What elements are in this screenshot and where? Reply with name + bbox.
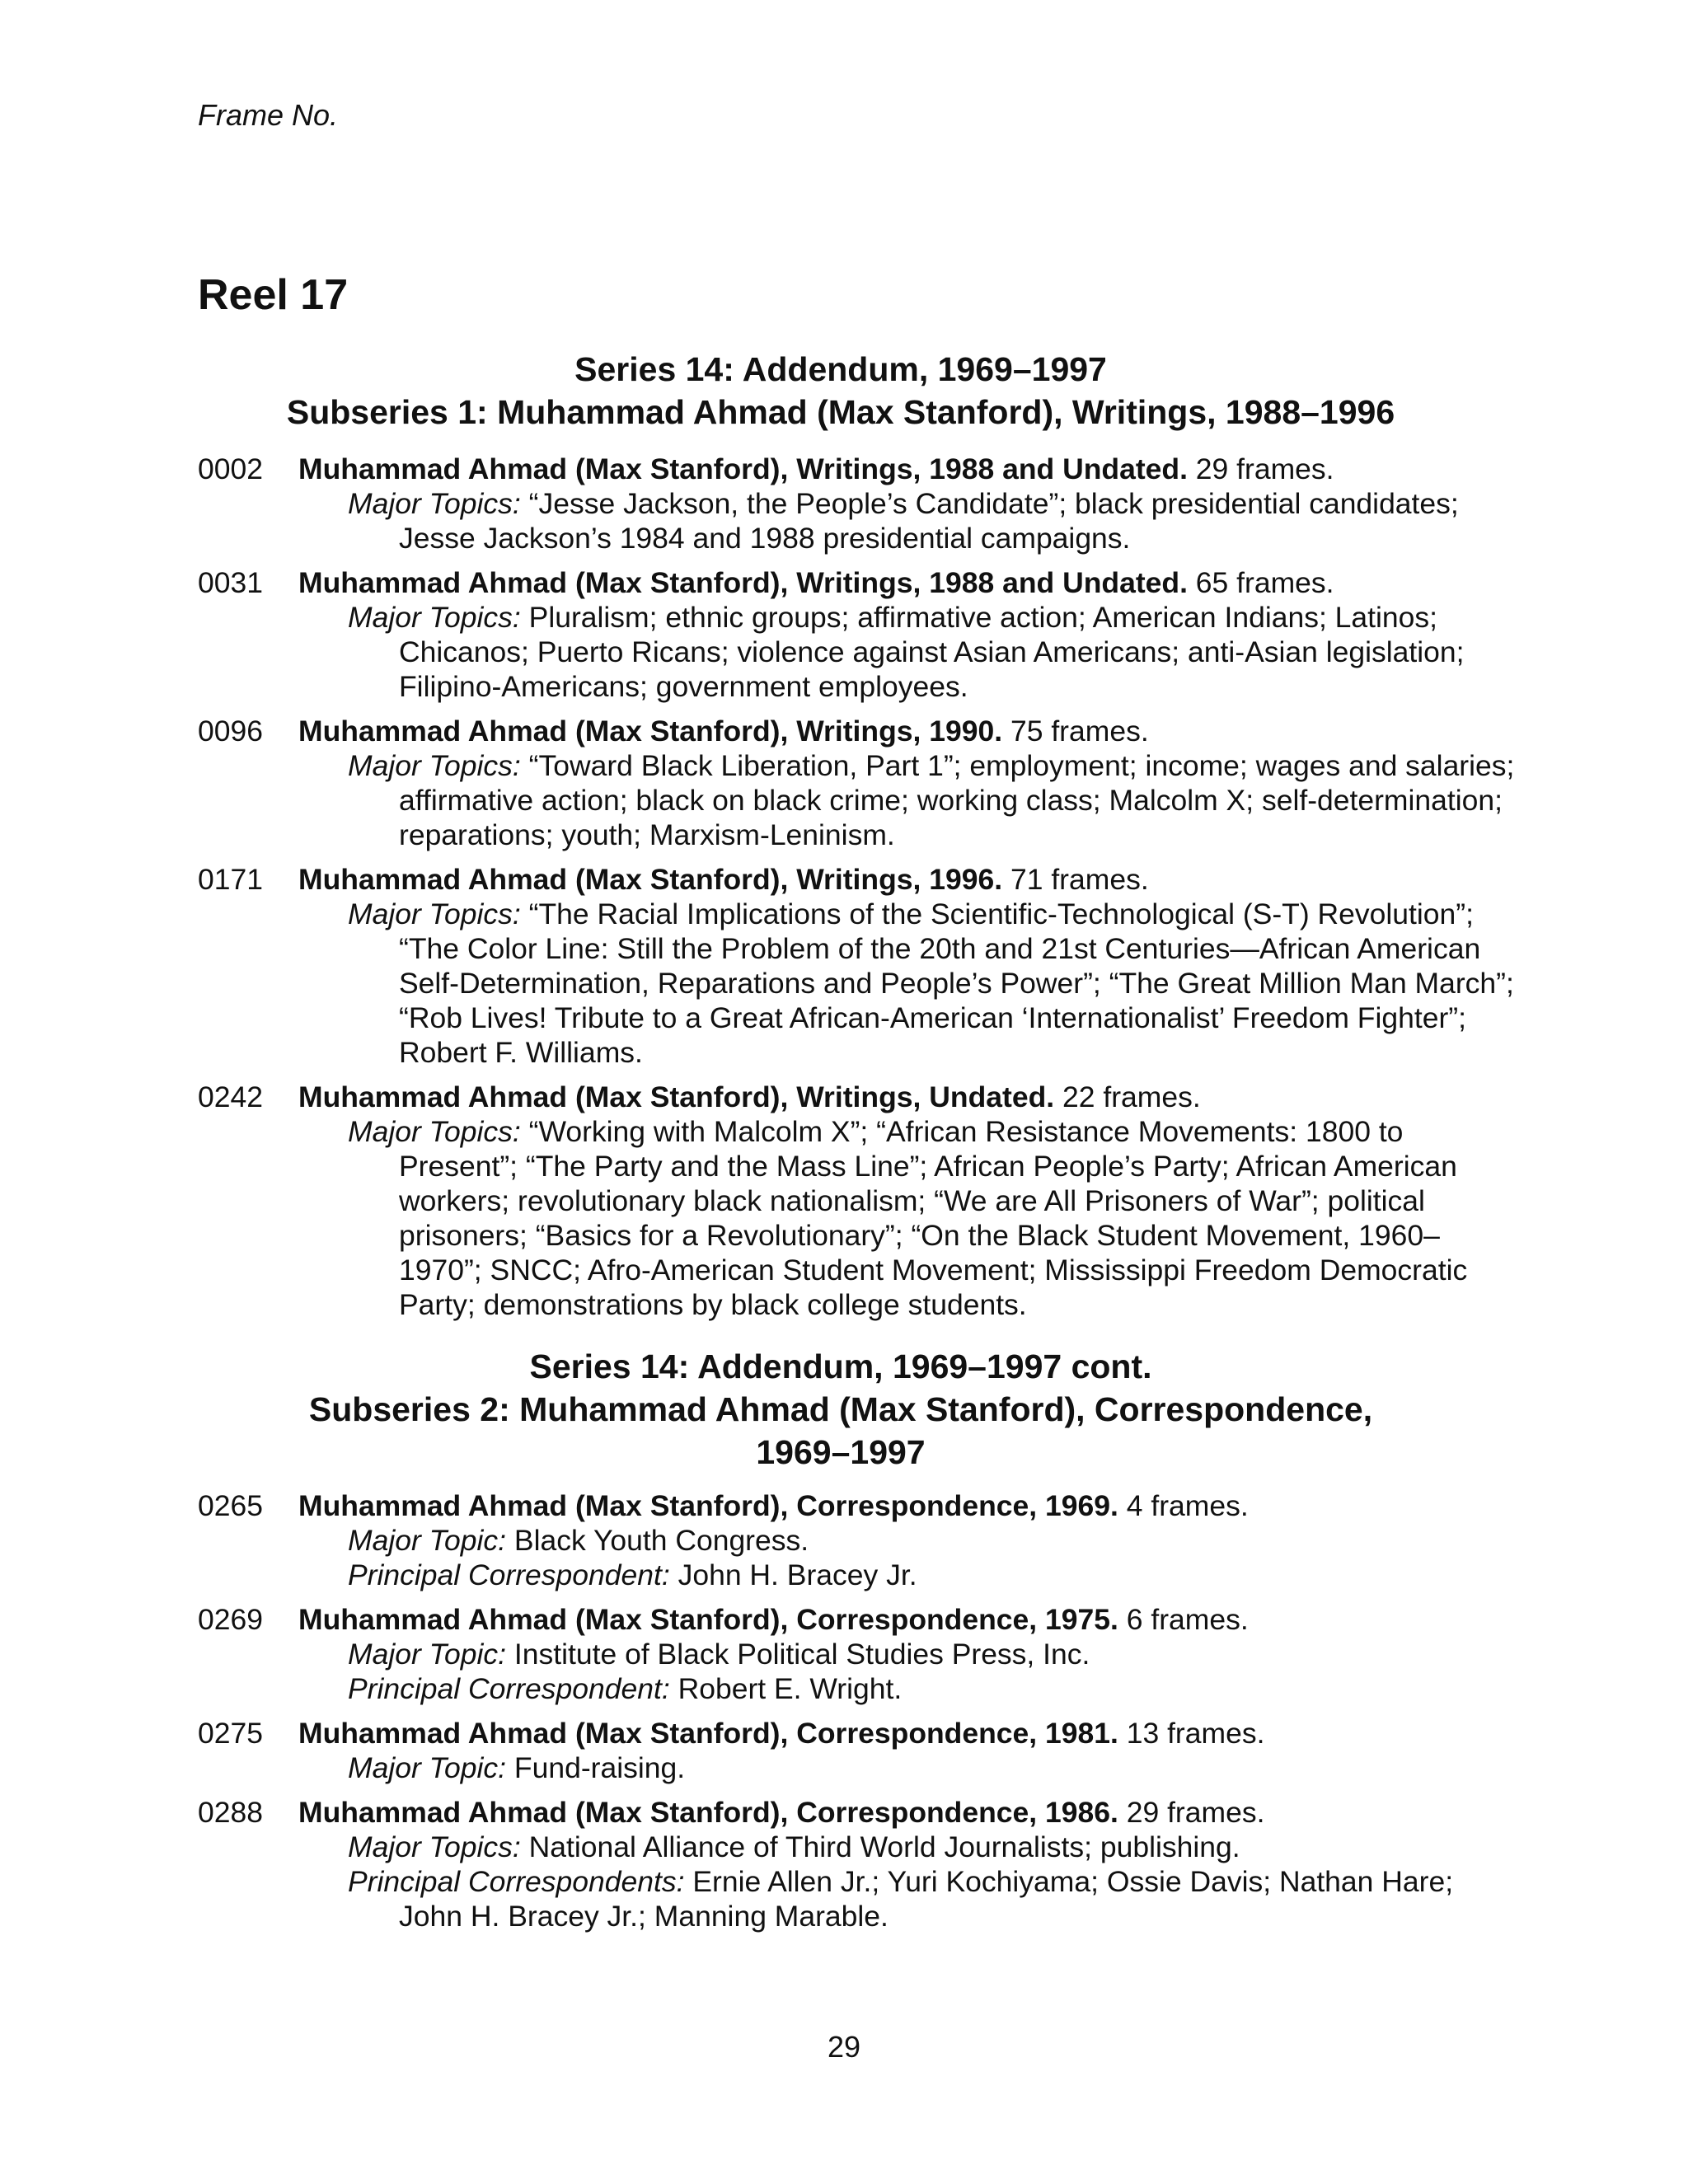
subseries-title: Subseries 2: Muhammad Ahmad (Max Stanford), Correspondence,: [308, 1390, 1373, 1428]
frame-number: 0002: [198, 452, 263, 485]
topic-label: Major Topic:: [348, 1638, 507, 1671]
page-number: 29: [827, 2030, 861, 2064]
frame-count: 6 frames.: [1118, 1603, 1249, 1636]
major-topic: [298, 1750, 1517, 1785]
principal-correspondent: [298, 1558, 1517, 1592]
reel-title: Reel 17: [198, 271, 349, 319]
major-topic: [298, 1523, 1517, 1558]
correspondents-label: Principal Correspondents:: [348, 1865, 685, 1898]
series-heading-1: [198, 348, 1484, 434]
major-topics: [298, 1114, 1517, 1322]
entry-list-writings: [198, 452, 1517, 1322]
frame-number: 0265: [198, 1489, 263, 1522]
major-topics: [298, 897, 1517, 1070]
topic-text: Black Youth Congress.: [506, 1524, 809, 1557]
series-title: Series 14: Addendum, 1969–1997: [574, 350, 1107, 388]
series-heading-2: [198, 1345, 1484, 1474]
frame-number-label: Frame No.: [198, 98, 339, 132]
document-page: [198, 97, 1517, 1943]
principal-correspondents: [298, 1864, 1517, 1933]
major-topic: [298, 1637, 1517, 1671]
frame-count: 29 frames.: [1187, 452, 1334, 485]
list-item: [198, 714, 1517, 852]
frame-number: 0269: [198, 1603, 263, 1636]
topics-label: Major Topics:: [348, 898, 521, 930]
list-item: [198, 862, 1517, 1070]
frame-number: 0096: [198, 715, 263, 748]
list-item: [198, 1795, 1517, 1933]
topics-text: Pluralism; ethnic groups; affirmative action; American Indians; Latinos; Chicanos; Puerto Ricans; violence against Asian Americans; anti-Asian legislation; Filipino-Americans; government employees.: [399, 601, 1465, 703]
topic-label: Major Topic:: [348, 1751, 507, 1784]
entry-title: Muhammad Ahmad (Max Stanford), Correspondence, 1986.: [298, 1796, 1118, 1829]
topics-text: “Working with Malcolm X”; “African Resistance Movements: 1800 to Present”; “The Party and the Mass Line”; African People’s Party; African American workers; revolutionary black nationalism; “We are All Prisoners of War”; political prisoners; “Basics for a Revolutionary”; “On the Black Student Movement, 1960–1970”; SNCC; Afro-American Student Movement; Mississippi Freedom Democratic Party; demonstrations by black college students.: [399, 1115, 1468, 1321]
correspondent-text: Robert E. Wright.: [669, 1672, 903, 1705]
frame-count: 71 frames.: [1002, 863, 1149, 896]
entry-title: Muhammad Ahmad (Max Stanford), Correspondence, 1975.: [298, 1603, 1118, 1636]
topic-text: Institute of Black Political Studies Press, Inc.: [506, 1638, 1090, 1671]
entry-title: Muhammad Ahmad (Max Stanford), Writings, 1990.: [298, 715, 1003, 748]
list-item: [198, 1488, 1517, 1592]
list-item: [198, 1716, 1517, 1785]
list-item: [198, 1602, 1517, 1706]
topics-label: Major Topics:: [348, 1830, 521, 1863]
entry-title: Muhammad Ahmad (Max Stanford), Writings, 1988 and Undated.: [298, 566, 1188, 599]
major-topics: [298, 600, 1517, 704]
topics-text: “Jesse Jackson, the People’s Candidate”; black presidential candidates; Jesse Jackson’s 1984 and 1988 presidential campaigns.: [399, 487, 1459, 555]
entry-title: Muhammad Ahmad (Max Stanford), Writings, 1988 and Undated.: [298, 452, 1188, 485]
frame-count: 22 frames.: [1054, 1080, 1201, 1113]
correspondents-text: Ernie Allen Jr.; Yuri Kochiyama; Ossie Davis; Nathan Hare; John H. Bracey Jr.; Manning Marable.: [399, 1865, 1454, 1933]
entry-title: Muhammad Ahmad (Max Stanford), Writings, Undated.: [298, 1080, 1055, 1113]
frame-number: 0275: [198, 1717, 263, 1750]
topics-label: Major Topics:: [348, 601, 521, 634]
subseries-title-dates: 1969–1997: [756, 1433, 926, 1471]
frame-number: 0031: [198, 566, 263, 599]
list-item: [198, 452, 1517, 555]
topic-label: Major Topic:: [348, 1524, 507, 1557]
list-item: [198, 1080, 1517, 1322]
entry-list-correspondence: [198, 1488, 1517, 1933]
frame-number: 0242: [198, 1080, 263, 1113]
principal-correspondent: [298, 1671, 1517, 1706]
entry-title: Muhammad Ahmad (Max Stanford), Writings, 1996.: [298, 863, 1003, 896]
topics-label: Major Topics:: [348, 749, 521, 782]
series-title: Series 14: Addendum, 1969–1997 cont.: [529, 1347, 1152, 1385]
topics-text: National Alliance of Third World Journalists; publishing.: [520, 1830, 1240, 1863]
correspondent-text: John H. Bracey Jr.: [669, 1558, 917, 1591]
subseries-title: Subseries 1: Muhammad Ahmad (Max Stanford), Writings, 1988–1996: [286, 393, 1395, 431]
list-item: [198, 565, 1517, 704]
topic-text: Fund-raising.: [506, 1751, 686, 1784]
topics-label: Major Topics:: [348, 1115, 521, 1148]
correspondent-label: Principal Correspondent:: [348, 1672, 670, 1705]
frame-number: 0288: [198, 1796, 263, 1829]
major-topics: [298, 748, 1517, 852]
frame-count: 13 frames.: [1118, 1717, 1265, 1750]
frame-count: 65 frames.: [1187, 566, 1334, 599]
frame-count: 4 frames.: [1118, 1489, 1249, 1522]
correspondent-label: Principal Correspondent:: [348, 1558, 670, 1591]
frame-count: 29 frames.: [1118, 1796, 1265, 1829]
topics-text: “Toward Black Liberation, Part 1”; employment; income; wages and salaries; affirmative action; black on black crime; working class; Malcolm X; self-determination; reparations; youth; Marxism-Leninism.: [399, 749, 1515, 851]
major-topics: [298, 486, 1517, 555]
frame-number: 0171: [198, 863, 263, 896]
topics-text: “The Racial Implications of the Scientific-Technological (S-T) Revolution”; “The Color Line: Still the Problem of the 20th and 21st Centuries—African American Self-Determination, Reparations and People’s Power”; “The Great Million Man March”; “Rob Lives! Tribute to a Great African-American ‘Internationalist’ Freedom Fighter”; Robert F. Williams.: [399, 898, 1514, 1069]
entry-title: Muhammad Ahmad (Max Stanford), Correspondence, 1981.: [298, 1717, 1118, 1750]
entry-title: Muhammad Ahmad (Max Stanford), Correspondence, 1969.: [298, 1489, 1118, 1522]
frame-count: 75 frames.: [1002, 715, 1149, 748]
topics-label: Major Topics:: [348, 487, 521, 520]
major-topics: [298, 1830, 1517, 1864]
